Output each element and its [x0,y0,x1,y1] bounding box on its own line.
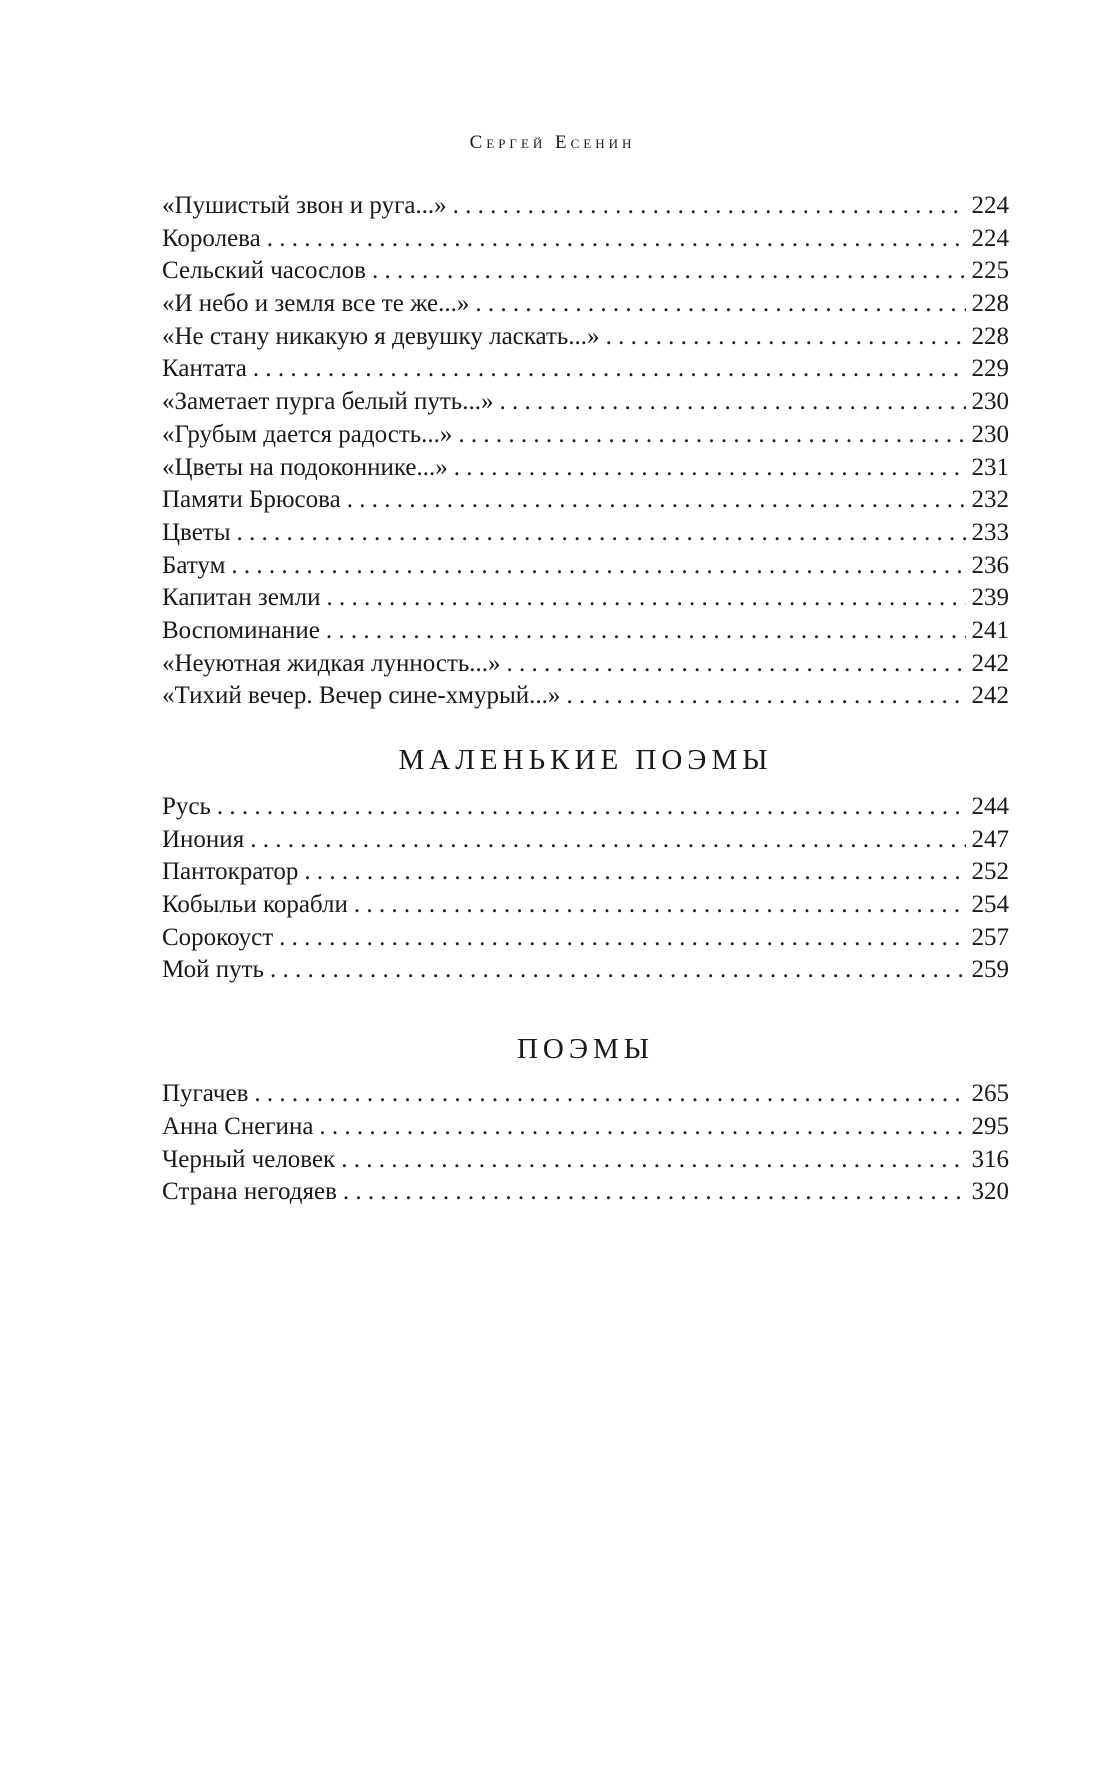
toc-entry-title: Капитан земли [162,584,321,612]
dot-leader [606,321,966,354]
dot-leader [475,288,965,321]
toc-entry-page: 229 [971,355,1009,383]
toc-entry-page: 252 [971,858,1009,886]
toc-entry-title: «Пушистый звон и руга...» [162,192,447,219]
toc-entry-title: «Заметает пурга белый путь...» [162,388,494,416]
section-heading-small-poems: МАЛЕНЬКИЕ ПОЭМЫ [398,744,773,776]
dot-leader [454,452,966,485]
dot-leader [253,353,966,386]
dot-leader [270,954,966,987]
toc-entry-page: 231 [971,453,1009,481]
toc-entry-page: 241 [971,616,1009,644]
dot-leader [254,1078,965,1111]
dot-leader [341,1144,965,1177]
toc-entry[interactable] [162,223,1009,256]
dot-leader [231,550,965,583]
toc-entry-page: 320 [971,1178,1009,1206]
dot-leader [507,648,966,681]
toc-entry-title: Сельский часослов [162,257,366,285]
toc-entry-page: 232 [971,486,1009,514]
section-long-poems-list [162,1078,1009,1209]
toc-entry[interactable] [162,1078,1009,1111]
dot-leader [267,223,966,256]
table-of-contents [162,190,1009,1209]
toc-entry[interactable] [162,517,1009,550]
toc-entry[interactable] [162,452,1009,485]
toc-entry-page: 233 [971,518,1009,546]
dot-leader [372,255,966,288]
toc-entry[interactable] [162,1176,1009,1209]
toc-entry[interactable] [162,824,1009,857]
toc-entry-page: 225 [971,257,1009,285]
toc-entry-page: 257 [971,923,1009,951]
dot-leader [354,889,966,922]
dot-leader [453,190,966,223]
toc-entry[interactable] [162,680,1009,713]
toc-entry-title: «И небо и земля все те же...» [162,290,470,318]
toc-entry-title: Цветы [162,518,231,546]
toc-entry-title: Памяти Брюсова [162,486,341,514]
toc-entry[interactable] [162,615,1009,648]
toc-entry[interactable] [162,321,1009,354]
section-poems-list [162,190,1009,713]
toc-entry[interactable] [162,954,1009,987]
toc-entry-title: Воспоминание [162,616,320,644]
toc-entry-page: 230 [971,420,1009,448]
toc-entry-page: 316 [971,1145,1009,1173]
toc-entry-title: Страна негодяев [162,1178,337,1206]
toc-entry[interactable] [162,791,1009,824]
toc-entry-page: 295 [971,1112,1009,1140]
toc-entry[interactable] [162,550,1009,583]
dot-leader [566,680,965,713]
toc-entry[interactable] [162,582,1009,615]
toc-entry-title: Мой путь [162,956,264,984]
toc-entry-page: 239 [971,584,1009,612]
dot-leader [343,1176,966,1209]
toc-entry-title: «Неуютная жидкая лунность...» [162,649,501,677]
toc-entry[interactable] [162,1111,1009,1144]
toc-entry[interactable] [162,353,1009,386]
toc-entry-title: Черный человек [162,1145,336,1173]
toc-entry-title: Инония [162,825,245,853]
toc-entry-title: Пантократор [162,858,299,886]
toc-entry-page: 228 [971,322,1009,350]
dot-leader [304,856,965,889]
dot-leader [250,824,965,857]
toc-entry-page: 259 [971,956,1009,984]
toc-entry[interactable] [162,856,1009,889]
section-small-poems-list [162,791,1009,987]
toc-entry-title: Батум [162,551,226,579]
toc-entry-title: Кобыльи корабли [162,891,348,919]
toc-entry-page: 224 [971,192,1009,219]
toc-entry-page: 224 [971,224,1009,252]
toc-entry-page: 242 [971,682,1009,710]
toc-entry-title: Русь [162,793,211,820]
dot-leader [499,386,965,419]
dot-leader [347,484,966,517]
toc-entry-title: «Цветы на подоконнике...» [162,453,448,481]
dot-leader [319,1111,965,1144]
dot-leader [458,419,965,452]
toc-entry-page: 236 [971,551,1009,579]
toc-entry[interactable] [162,386,1009,419]
section-heading-poems: ПОЭМЫ [516,1033,655,1066]
toc-entry-title: «Тихий вечер. Вечер сине-хмурый...» [162,682,561,710]
dot-leader [217,791,966,824]
toc-entry-title: Анна Снегина [162,1112,314,1140]
toc-entry-title: Сорокоуст [162,923,274,951]
toc-entry[interactable] [162,288,1009,321]
toc-entry[interactable] [162,484,1009,517]
toc-entry-title: Королева [162,224,261,252]
toc-entry-title: «Не стану никакую я девушку ласкать...» [162,322,600,350]
toc-entry-page: 228 [971,290,1009,318]
toc-entry-title: Кантата [162,355,247,383]
toc-entry-page: 244 [971,793,1009,820]
toc-entry[interactable] [162,1144,1009,1177]
toc-entry-title: Пугачев [162,1080,249,1108]
toc-entry-page: 265 [971,1080,1009,1108]
dot-leader [326,582,965,615]
dot-leader [237,517,966,550]
dot-leader [326,615,966,648]
toc-entry-page: 242 [971,649,1009,677]
toc-entry-page: 230 [971,388,1009,416]
toc-entry[interactable] [162,190,1009,223]
running-head: Сергей Есенин [469,132,636,153]
toc-entry[interactable] [162,419,1009,452]
toc-entry[interactable] [162,255,1009,288]
toc-entry[interactable] [162,922,1009,955]
toc-entry-page: 247 [971,825,1009,853]
dot-leader [279,922,965,955]
toc-entry[interactable] [162,889,1009,922]
toc-entry-title: «Грубым дается радость...» [162,420,453,448]
toc-entry-page: 254 [971,891,1009,919]
toc-entry[interactable] [162,648,1009,681]
